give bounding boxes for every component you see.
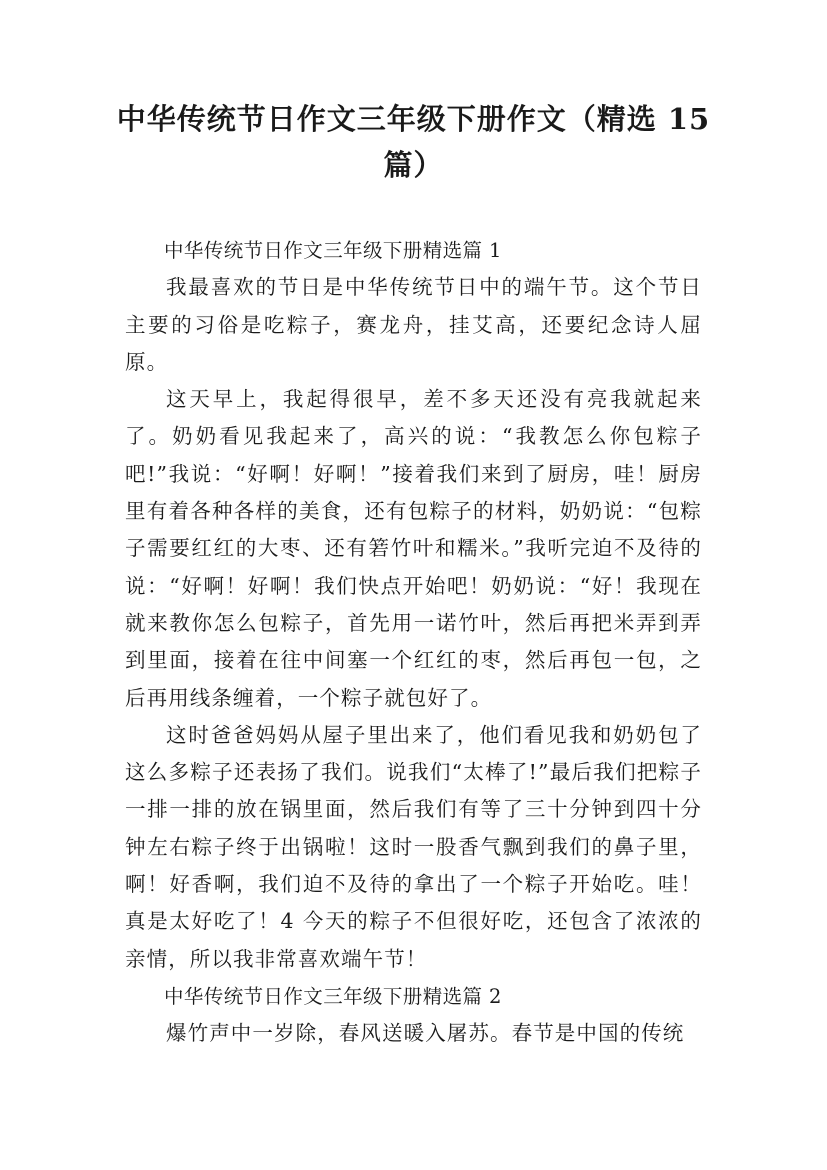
paragraph: 这时爸爸妈妈从屋子里出来了，他们看见我和奶奶包了这么多粽子还表扬了我们。说我们“太棒了!”最后我们把粽子一排一排的放在锅里面，然后我们有等了三十分钟到四十分钟左右粽子终于出锅啦！这时一股香气飘到我们的鼻子里，啊！好香啊，我们迫不及待的拿出了一个粽子开始吃。哇！真是太好吃了！4 今天的粽子不但很好吃，还包含了浓浓的亲情，所以我非常喜欢端午节！ — [125, 722, 702, 971]
section-heading-2: 中华传统节日作文三年级下册精选篇 2 — [164, 984, 502, 1008]
paragraph: 我最喜欢的节日是中华传统节日中的端午节。这个节日主要的习俗是吃粽子，赛龙舟，挂艾高，还要纪念诗人屈原。 — [125, 275, 702, 374]
paragraph: 这天早上，我起得很早，差不多天还没有亮我就起来了。奶奶看见我起来了，高兴的说：“我教怎么你包粽子吧!”我说：“好啊！好啊！”接着我们来到了厨房，哇！厨房里有着各种各样的美食，还有包粽子的材料，奶奶说：“包粽子需要红红的大枣、还有箬竹叶和糯米。”我听完迫不及待的说：“好啊！好啊！我们快点开始吧！奶奶说：“好！我现在就来教你怎么包粽子，首先用一诺竹叶，然后再把米弄到弄到里面，接着在往中间塞一个红红的枣，然后再包一包，之后再用线条缠着，一个粽子就包好了。 — [125, 387, 702, 710]
document-body — [125, 232, 702, 1053]
section-heading-1: 中华传统节日作文三年级下册精选篇 1 — [164, 239, 502, 262]
document-title: 中华传统节日作文三年级下册作文（精选 15 篇） — [116, 102, 711, 182]
paragraph: 爆竹声中一岁除，春风送暖入屠苏。春节是中国的传统 — [166, 1021, 685, 1046]
